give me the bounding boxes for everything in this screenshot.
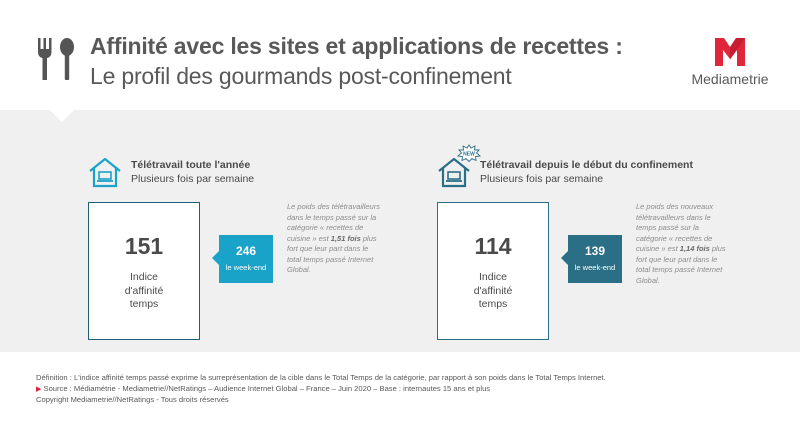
weekend-index-label: le week-end [225, 263, 267, 272]
header-pointer [50, 110, 74, 122]
source-text: Source : Médiamétrie - Mediametrie//NetRatings – Audience Internet Global – France – Juin 2020 – Base : internautes 15 ans et plus [43, 383, 491, 393]
note-text: Le poids des télétravailleurs dans le temps passé sur la catégorie « recettes de cuisine » est [287, 202, 380, 243]
definition-text: Définition : L'indice affinité temps passé exprime la surreprésentation de la cible dans le Total Temps de la catégorie, par rapport à son poids dans le Total Temps Internet. [36, 373, 606, 382]
note-text-end: plus fort que leur part dans le total temps passé Internet Global. [287, 233, 377, 274]
affinity-index-box [437, 202, 549, 340]
content-band [0, 110, 800, 352]
triangle-bullet-icon: ▶ [36, 385, 42, 393]
segment-title: Télétravail toute l'année [131, 159, 251, 171]
segment-subtitle: Plusieurs fois par semaine [480, 173, 604, 185]
segment-subtitle: Plusieurs fois par semaine [131, 173, 255, 185]
explanation-note [636, 202, 729, 286]
copyright-text: Copyright Mediametrie//NetRatings - Tous droits réservés [36, 395, 229, 404]
affinity-index-label: Indice d'affinité temps [124, 271, 164, 310]
note-text-end: plus fort que leur part dans le total temps passé Internet Global. [636, 244, 726, 285]
note-highlight: 1,51 fois [330, 233, 361, 243]
house-laptop-icon [88, 156, 122, 188]
segment-panel-full-year [88, 110, 418, 352]
weekend-index-label: le week-end [574, 263, 616, 272]
footer [36, 373, 606, 406]
weekend-index-value: 246 [235, 244, 257, 258]
affinity-index-value: 114 [474, 233, 512, 259]
new-badge-text: NEW [463, 151, 475, 158]
note-text: Le poids des nouveaux télétravailleurs dans le temps passé sur la catégorie « recettes de cuisine » est [636, 202, 714, 253]
page-subtitle: Le profil des gourmands post-confinement [90, 63, 512, 89]
mediametrie-m-icon [713, 36, 747, 68]
weekend-index-badge [568, 235, 622, 283]
source-line [36, 384, 606, 396]
affinity-index-value: 151 [124, 233, 164, 259]
segment-title: Télétravail depuis le début du confinement [480, 159, 693, 171]
weekend-index-value: 139 [584, 244, 606, 258]
segment-panel-since-lockdown [437, 110, 767, 352]
logo-text: Mediametrie [691, 71, 769, 87]
weekend-index-badge [219, 235, 273, 283]
header [0, 0, 800, 110]
note-highlight: 1,14 fois [679, 244, 710, 253]
mediametrie-logo [690, 36, 770, 92]
page-title: Affinité avec les sites et applications de recettes : [90, 33, 623, 59]
affinity-index-label: Indice d'affinité temps [473, 271, 513, 310]
pointer-arrow [561, 251, 568, 265]
explanation-note [287, 202, 380, 276]
new-badge-icon [457, 144, 481, 162]
affinity-index-box [88, 202, 200, 340]
pointer-arrow [212, 251, 219, 265]
fork-spoon-icon [36, 38, 78, 82]
